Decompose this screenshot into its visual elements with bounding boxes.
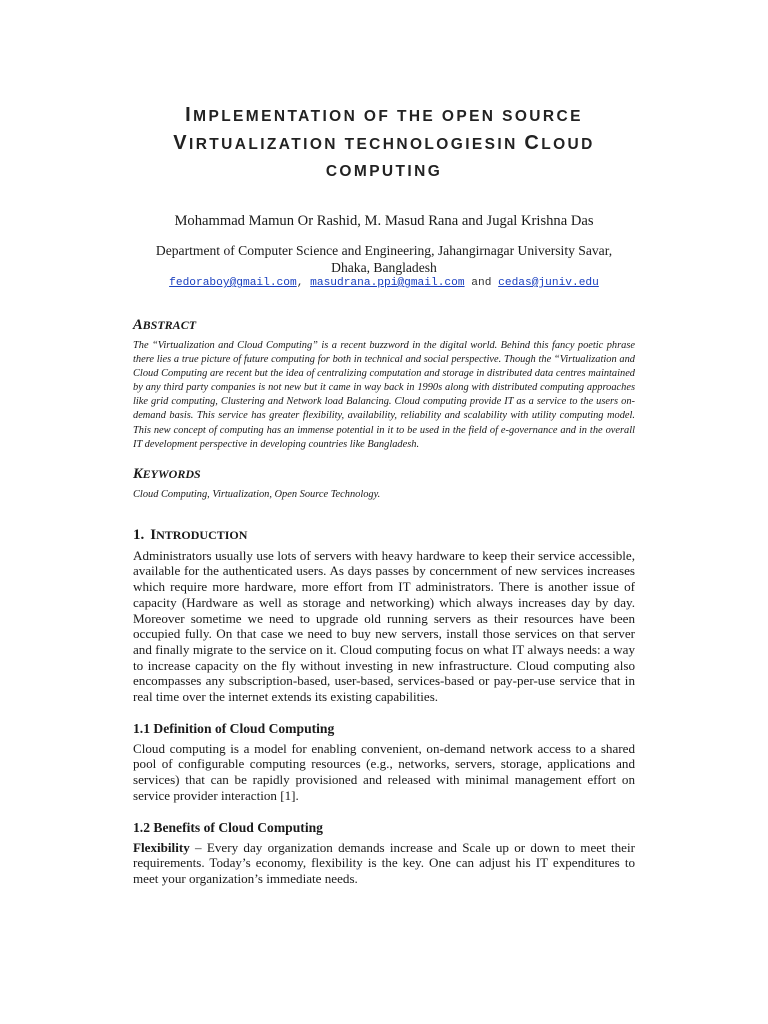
paper-title bbox=[133, 102, 635, 185]
author-list: Mohammad Mamun Or Rashid, M. Masud Rana and Jugal Krishna Das bbox=[174, 213, 594, 229]
page-content bbox=[133, 0, 635, 887]
title-line-3: COMPUTING bbox=[325, 163, 443, 180]
introduction-heading bbox=[133, 526, 635, 544]
introduction-heading-initial: I bbox=[150, 526, 157, 543]
introduction-text: Administrators usually use lots of servers with heavy hardware to keep their service accessible, available for the authenticated users. As days passes by concernment of new services increases which require more hardware, more effort from IT administrators. There is another issue of capacity (Hardware as well as storage and networking) which always increases day by day. Moreover sometime we need to upgrade old running servers as their resources have been occupied fully. On that case we need to buy new servers, install those services on that server and finally migrate to the service on it. Cloud computing focus on what IT always needs: a way to increase capacity on the fly without investing in new infrastructure. Cloud computing also encompasses any subscription-based, user-based, services-based or pay-per-use service that in real time over the internet extends its existing capabilities. bbox=[133, 547, 635, 705]
section-1-1-heading: 1.1 Definition of Cloud Computing bbox=[133, 720, 335, 736]
affiliation-line-2: Dhaka, Bangladesh bbox=[331, 260, 437, 275]
flexibility-description: – Every day organization demands increase and Scale up or down to meet their requirements. Today’s economy, flexibility is the key. One can adjust his IT expenditures to meet your organization’s immediate needs. bbox=[133, 839, 635, 886]
abstract-text: The “Virtualization and Cloud Computing” is a recent buzzword in the digital world. Behind this fancy poetic phrase there lies a true picture of future computing for both in technical and social perspective. Though the “Virtualization and Cloud Computing are recent but the idea of centralizing computation and storage in distributed data centres maintained by any third party companies is not new but it came in way back in 1990s along with distributed computing approaches like grid computing, Clustering and Network load Balancing. Cloud computing provide IT as a service to the users on-demand basis. This service has greater flexibility, availability, reliability and scalability with utility computing model. This new concept of computing has an immense potential in it to be used in the field of e-governance and in the overall IT development perspective in developing countries like Bangladesh. bbox=[133, 340, 635, 450]
flexibility-term: Flexibility bbox=[133, 839, 190, 855]
email-separator-2: and bbox=[464, 277, 499, 289]
email-separator-1: , bbox=[296, 277, 311, 289]
abstract-heading-text: BSTRACT bbox=[142, 318, 197, 332]
email-link-1[interactable]: fedoraboy@gmail.com bbox=[169, 277, 297, 289]
title-line-1-text: MPLEMENTATION OF THE OPEN SOURCE bbox=[193, 108, 583, 125]
affiliation bbox=[133, 242, 635, 276]
introduction-heading-text: NTRODUCTION bbox=[156, 527, 248, 542]
email-link-2[interactable]: masudrana.ppi@gmail.com bbox=[310, 277, 465, 289]
section-1-2-text bbox=[133, 840, 635, 887]
keywords-text: Cloud Computing, Virtualization, Open Source Technology. bbox=[133, 488, 381, 500]
title-line-2 bbox=[133, 130, 635, 158]
abstract-heading bbox=[133, 317, 635, 333]
abstract-heading-initial: A bbox=[133, 317, 143, 333]
title-line-2-rest: LOUD bbox=[541, 136, 595, 153]
introduction-number: 1. bbox=[133, 526, 145, 543]
section-1-2-heading: 1.2 Benefits of Cloud Computing bbox=[133, 819, 323, 835]
title-line-1 bbox=[133, 102, 635, 130]
keywords-heading bbox=[133, 466, 635, 482]
author-emails bbox=[133, 276, 635, 291]
title-line-1-initial: I bbox=[185, 104, 194, 126]
title-line-2-initial: V bbox=[173, 132, 189, 154]
affiliation-line-1: Department of Computer Science and Engineering, Jahangirnagar University Savar, bbox=[155, 243, 613, 258]
title-line-2-initial-2: C bbox=[524, 132, 542, 154]
keywords-heading-initial: K bbox=[133, 465, 143, 482]
section-1-1-text: Cloud computing is a model for enabling convenient, on-demand network access to a shared pool of configurable computing resources (e.g., networks, servers, storage, applications and services) that can be rapidly provisioned and released with minimal management effort on service provider interaction [1]. bbox=[133, 740, 635, 803]
keywords-heading-text: EYWORDS bbox=[142, 466, 201, 481]
title-line-2-text: IRTUALIZATION TECHNOLOGIESIN bbox=[189, 136, 525, 153]
email-link-3[interactable]: cedas@juniv.edu bbox=[498, 277, 599, 289]
